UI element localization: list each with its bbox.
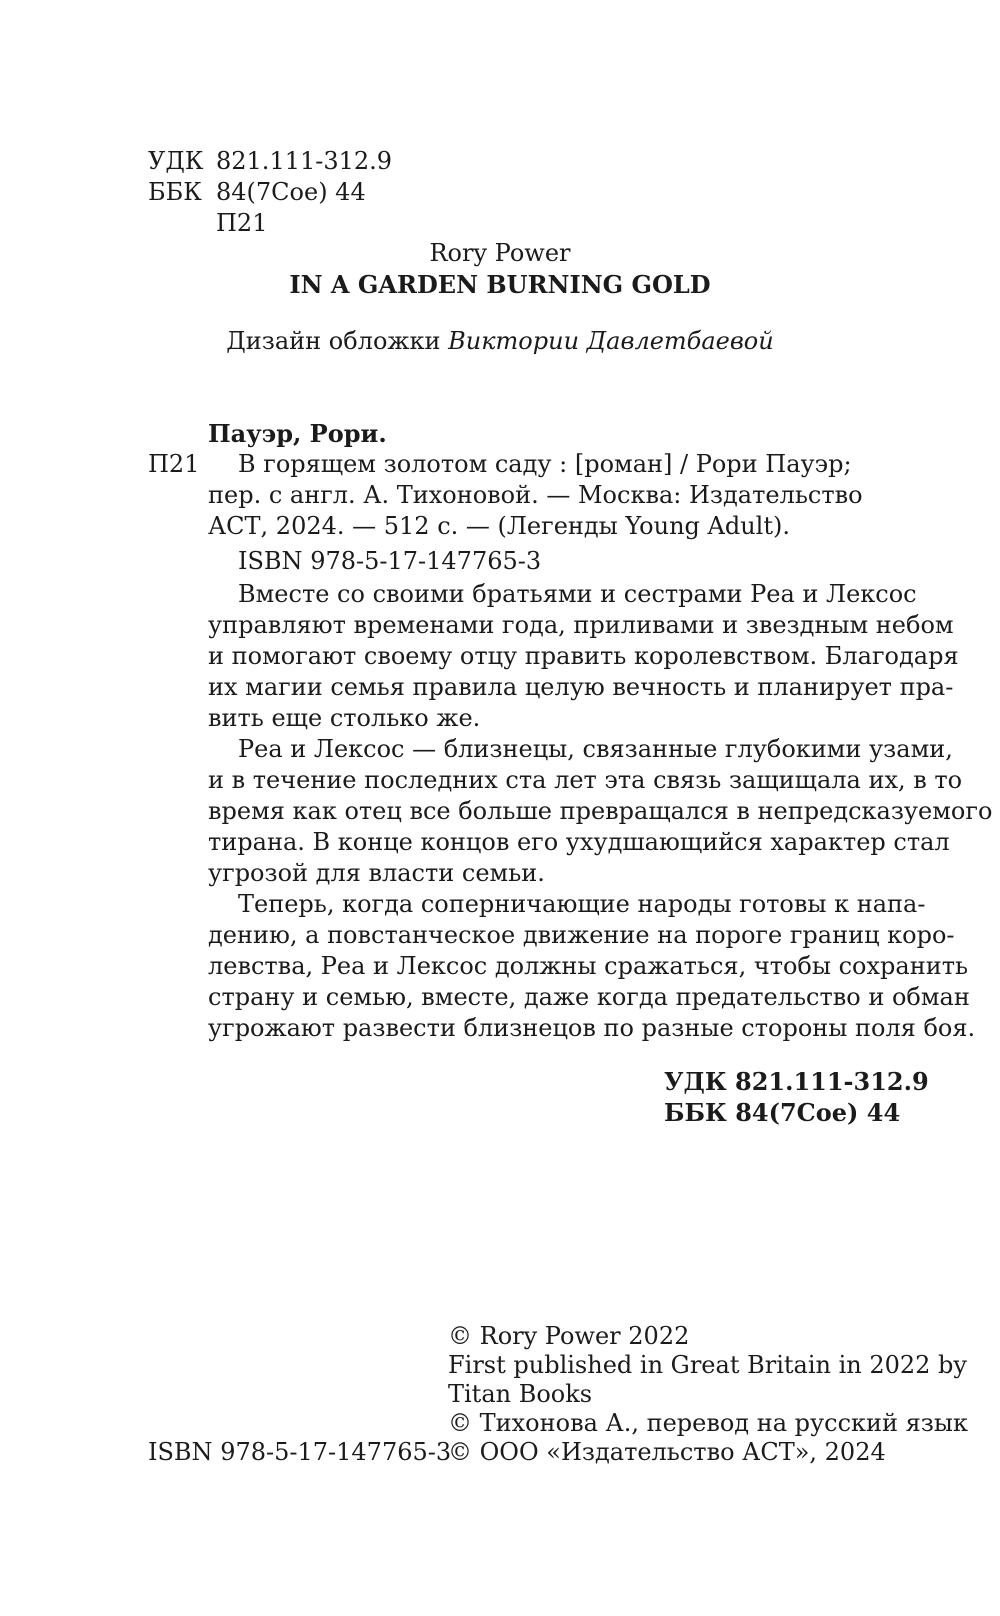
annotation-line: управляют временами года, приливами и звездным небом (208, 611, 954, 639)
catalog-mark: П21 (148, 450, 200, 478)
catalog-line: АСТ, 2024. — 512 с. — (Легенды Young Adult). (208, 512, 790, 540)
annotation-line: Реа и Лексос — близнецы, связанные глубокими узами, (238, 735, 953, 763)
annotation-line: и помогают своему отцу править королевством. Благодаря (208, 642, 959, 670)
copyright-line: First published in Great Britain in 2022 by (448, 1351, 967, 1379)
annotation-line: тирана. В конце концов его ухудшающийся характер стал (208, 828, 950, 856)
annotation-line: Вместе со своими братьями и сестрами Реа и Лексос (238, 580, 917, 608)
annotation-line: левства, Реа и Лексос должны сражаться, чтобы сохранить (208, 952, 969, 980)
cover-credit (150, 326, 850, 357)
udk-code-bottom: УДК 821.111-312.9 (664, 1067, 929, 1096)
catalog-heading: Пауэр, Рори. (208, 419, 387, 448)
copyright-line: © Тихонова А., перевод на русский язык (448, 1409, 968, 1437)
catalog-line: пер. с англ. А. Тихоновой. — Москва: Издательство (208, 481, 863, 509)
annotation-line: их магии семья правила целую вечность и планирует пра- (208, 673, 954, 701)
cover-credit-prefix: Дизайн обложки (226, 327, 441, 355)
copyright-line: © ООО «Издательство АСТ», 2024 (448, 1438, 886, 1466)
cover-designer: Виктории Давлетбаевой (448, 327, 774, 355)
catalog-line: В горящем золотом саду : [роман] / Рори Пауэр; (238, 450, 852, 478)
copyright-line: © Rory Power 2022 (448, 1322, 690, 1350)
bbk-code (148, 177, 366, 208)
annotation-line: угрозой для власти семьи. (208, 859, 545, 887)
author-mark: П21 (216, 209, 268, 237)
original-author: Rory Power (429, 239, 571, 267)
bbk-code-bottom: ББК 84(7Сое) 44 (664, 1098, 901, 1127)
annotation-line: дению, а повстанческое движение на пороге границ коро- (208, 921, 955, 949)
bbk-value: 84(7Сое) 44 (216, 178, 366, 206)
copyright-line: Titan Books (448, 1380, 593, 1408)
annotation-line: Теперь, когда соперничающие народы готовы к напа- (238, 890, 926, 918)
udk-label: УДК (148, 147, 204, 175)
annotation-line: угрожают развести близнецов по разные стороны поля боя. (208, 1014, 976, 1042)
annotation-line: вить еще столько же. (208, 704, 481, 732)
original-title: IN A GARDEN BURNING GOLD (289, 270, 711, 299)
annotation-line: и в течение последних ста лет эта связь защищала их, в то (208, 766, 963, 794)
annotation-line: время как отец все больше превращался в непредсказуемого (208, 797, 993, 825)
catalog-isbn: ISBN 978-5-17-147765-3 (238, 547, 542, 575)
annotation-line: страну и семью, вместе, даже когда предательство и обман (208, 983, 970, 1011)
udk-code (148, 146, 392, 177)
bbk-label: ББК (148, 178, 202, 206)
footer-isbn: ISBN 978-5-17-147765-3 (148, 1438, 452, 1466)
udk-value: 821.111-312.9 (216, 147, 393, 175)
